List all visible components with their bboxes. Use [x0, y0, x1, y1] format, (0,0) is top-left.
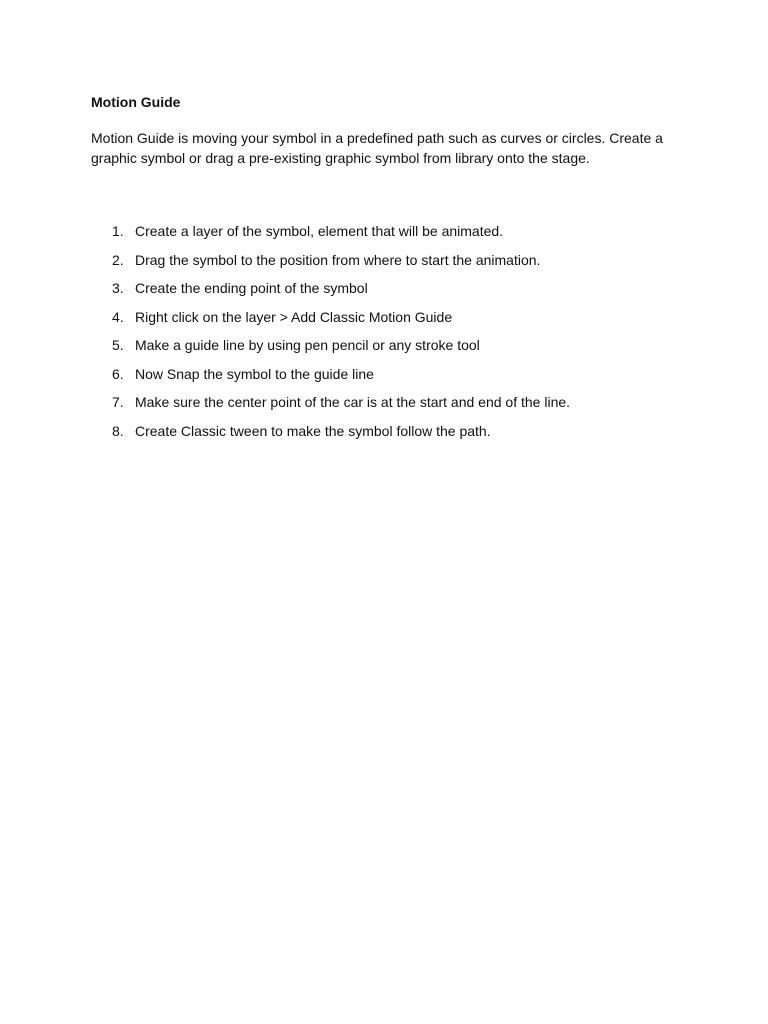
document-body [91, 93, 681, 449]
step-text: Create the ending point of the symbol [135, 280, 368, 296]
step-number: 4. [112, 308, 124, 325]
step-text: Create Classic tween to make the symbol follow the path. [135, 422, 491, 439]
step-text: Right click on the layer > Add Classic Motion Guide [135, 308, 453, 325]
step-text: Now Snap the symbol to the guide line [135, 365, 374, 382]
list-item [91, 364, 681, 393]
step-text: Create a layer of the symbol, element that will be animated. [135, 223, 504, 239]
step-text: Make a guide line by using pen pencil or any stroke tool [135, 337, 480, 353]
list-item [91, 392, 681, 421]
step-number: 6. [112, 365, 124, 382]
list-item [91, 250, 681, 279]
step-number: 8. [112, 422, 124, 439]
step-number: 1. [112, 223, 124, 239]
list-item [91, 335, 681, 364]
list-item [91, 278, 681, 307]
list-item [91, 421, 681, 450]
step-text: Make sure the center point of the car is at the start and end of the line. [135, 394, 571, 410]
steps-list [91, 221, 681, 449]
list-item [91, 307, 681, 336]
list-item [91, 221, 681, 250]
intro-paragraph: Motion Guide is moving your symbol in a predefined path such as curves or circles. Create a graphic symbol or drag a pre-existing graphic symbol from library onto the stage. [91, 130, 663, 166]
step-number: 7. [112, 394, 124, 410]
step-number: 3. [112, 280, 124, 296]
step-number: 5. [112, 337, 124, 353]
document-title: Motion Guide [91, 94, 181, 110]
step-number: 2. [112, 251, 124, 268]
step-text: Drag the symbol to the position from where to start the animation. [135, 251, 541, 268]
